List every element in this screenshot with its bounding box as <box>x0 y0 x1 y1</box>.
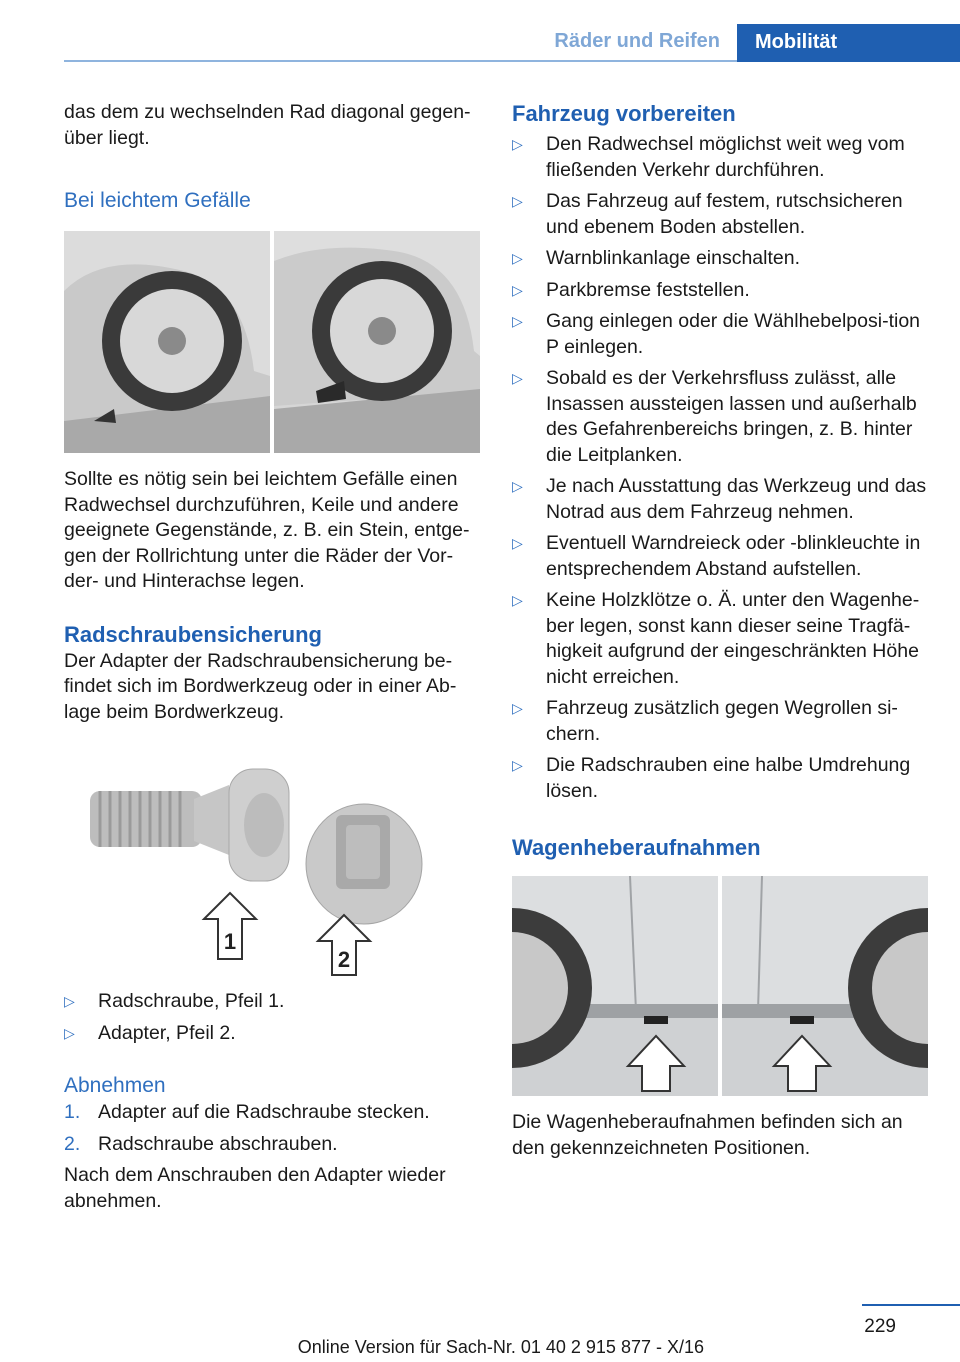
slope-photo <box>64 231 480 453</box>
header-section-title: Räder und Reifen <box>554 30 720 52</box>
right-column <box>512 100 928 1161</box>
list-item: ▷ Sobald es der Verkehrsfluss zulässt, alle Insassen aussteigen lassen und außerhalb des Gefahrenbereichs bringen, z. B. hinter die Leitplanken. <box>512 367 917 466</box>
list-item: ▷ Keine Holzklötze o. Ä. unter den Wagenhe-ber legen, sonst kann dieser seine Tragfä-higkeit aufgrund der eingeschränkten Höhe nicht erreichen. <box>512 589 920 688</box>
left-column <box>64 100 480 1214</box>
triangle-bullet-icon: ▷ <box>512 313 523 329</box>
triangle-bullet-icon: ▷ <box>64 993 75 1009</box>
triangle-bullet-icon: ▷ <box>64 1024 75 1041</box>
arrow-label-2: 2 <box>337 947 351 972</box>
triangle-bullet-icon: ▷ <box>512 193 523 209</box>
list-item: ▷ Je nach Ausstattung das Werkzeug und das Notrad aus dem Fahrzeug nehmen. <box>512 475 927 523</box>
prepare-heading: Fahrzeug vorbereiten <box>512 101 736 126</box>
triangle-bullet-icon: ▷ <box>512 535 523 551</box>
footer-rule <box>862 1304 960 1306</box>
online-version-note: Online Version für Sach-Nr. 01 40 2 915 877 - X/16 <box>297 1337 704 1357</box>
lock-text: Der Adapter der Radschraubensicherung be-findet sich im Bordwerkzeug oder in einer Ab-lage beim Bordwerkzeug. <box>64 649 457 723</box>
triangle-bullet-icon: ▷ <box>512 370 523 386</box>
list-item: ▷ Gang einlegen oder die Wählhebelposi-tion P einlegen. <box>512 310 921 358</box>
list-item: ▷ Warnblinkanlage einschalten. <box>512 246 928 272</box>
triangle-bullet-icon: ▷ <box>512 250 523 266</box>
arrow-label-1: 1 <box>223 929 237 954</box>
lock-bolt-figure <box>64 759 480 979</box>
list-item: ▷ Die Radschrauben eine halbe Umdrehung lösen. <box>512 754 911 802</box>
remove-heading: Abnehmen <box>64 1074 166 1097</box>
triangle-bullet-icon: ▷ <box>512 281 523 298</box>
slope-text: Sollte es nötig sein bei leichtem Gefälle einen Radwechsel durchzuführen, Keile und andere geeignete Gegenstände, z. B. ein Stein, entge-gen der Rollrichtung unter die Räder der Vor-der- und Hinterachse legen. <box>64 468 470 592</box>
jack-heading: Wagenheberaufnahmen <box>512 835 761 860</box>
list-item: ▷ Adapter, Pfeil 2. <box>64 1021 480 1047</box>
triangle-bullet-icon: ▷ <box>512 592 523 608</box>
list-item: 2. Radschraube abschrauben. <box>64 1132 338 1155</box>
intro-text: das dem zu wechselnden Rad diagonal gegen- über liegt. <box>64 101 471 149</box>
list-item: ▷ Den Radwechsel möglichst weit weg vom fließenden Verkehr durchführen. <box>512 133 905 181</box>
lock-heading: Radschraubensicherung <box>64 621 322 647</box>
triangle-bullet-icon: ▷ <box>512 136 523 152</box>
jack-points-photo <box>512 876 928 1096</box>
slope-photo-illustration <box>64 231 480 453</box>
header-chapter-tab: Mobilität <box>737 24 960 62</box>
parts-list <box>64 989 480 1046</box>
outro-text: Nach dem Anschrauben den Adapter wieder abnehmen. <box>64 1164 446 1212</box>
list-item: ▷ Fahrzeug zusätzlich gegen Wegrollen si-chern. <box>512 697 898 745</box>
list-item: ▷ Parkbremse feststellen. <box>512 278 928 304</box>
jack-text: Die Wagenheberaufnahmen befinden sich an den gekennzeichneten Positionen. <box>512 1111 903 1159</box>
list-item: 1. Adapter auf die Radschraube stecken. <box>64 1101 430 1123</box>
list-item: ▷ Das Fahrzeug auf festem, rutschsicheren und ebenem Boden abstellen. <box>512 190 903 238</box>
remove-steps <box>64 1100 480 1157</box>
triangle-bullet-icon: ▷ <box>512 757 523 773</box>
jack-points-illustration <box>512 876 928 1096</box>
list-item: ▷ Eventuell Warndreieck oder -blinkleuchte in entsprechendem Abstand aufstellen. <box>512 532 921 580</box>
slope-heading: Bei leichtem Gefälle <box>64 189 251 212</box>
bolt-and-adapter-illustration <box>64 759 480 979</box>
list-item: ▷ Radschraube, Pfeil 1. <box>64 989 480 1015</box>
prepare-list <box>512 132 928 804</box>
triangle-bullet-icon: ▷ <box>512 478 523 494</box>
page-number: 229 <box>864 1316 896 1337</box>
triangle-bullet-icon: ▷ <box>512 700 523 716</box>
